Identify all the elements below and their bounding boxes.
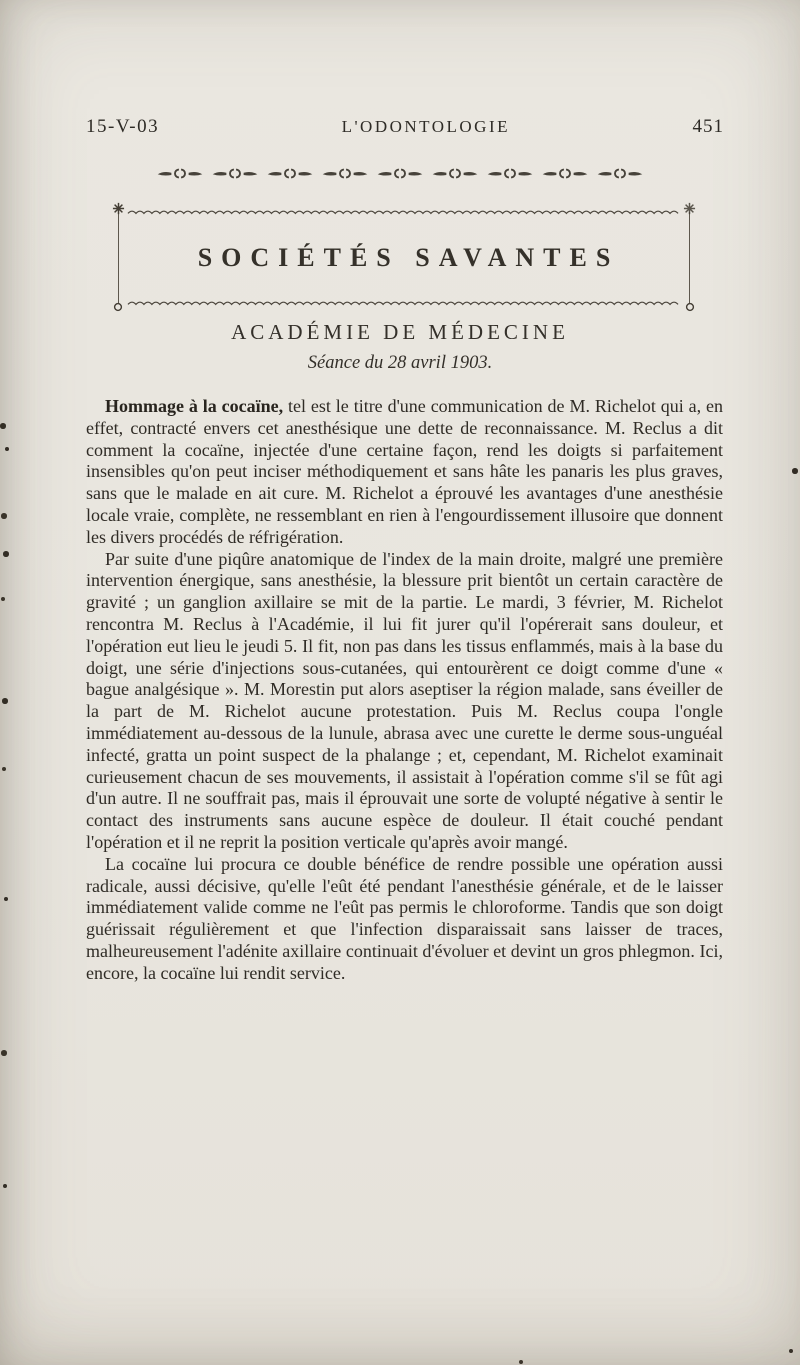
floret-icon bbox=[112, 202, 125, 215]
fleuron-icon bbox=[542, 166, 588, 181]
article-subheading: Séance du 28 avril 1903. bbox=[307, 353, 493, 373]
page-number: 451 bbox=[692, 116, 724, 137]
fleuron-icon bbox=[157, 166, 203, 181]
paragraph bbox=[86, 549, 723, 854]
paragraph-text: Par suite d'une piqûre anatomique de l'index de la main droite, malgré une première intervention énergique, sans anesthésie, la blessure prit bientôt un certain caractère de gravité ; un ganglion axillaire se mit de la partie. Le mardi, 3 février, M. Richelot rencontra M. Reclus à l'Académie, il lui fit jurer qu'il l'opérerait sans douleur, et l'opération eut lieu le jeudi 5. Il fit, non pas dans les tissus enflammés, mais à la base du doigt, une série d'injections sous-cutanées, qui entourèrent ce doigt comme d'une « bague analgésique ». M. Morestin put alors aseptiser la région malade, sans éveiller de la part de M. Richelot aucune protestation. Puis M. Reclus coupa l'ongle immédiatement au-dessous de la lunule, abrasa avec une curette le derme sous-unguéal infecté, gratta un point suspect de la phalange ; et, cependant, M. Richelot examinait curieusement chacun de ses mouvements, il assistait à l'opération comme s'il se fût agi d'un autre. Il ne souffrait pas, mais il éprouvait une sorte de volupté négative à sentir le contact des instruments sans aucune espèce de douleur. Il était couché pendant l'opération et il ne reprit la position verticale qu'après avoir mangé. bbox=[86, 548, 723, 852]
article-heading: ACADÉMIE DE MÉDECINE bbox=[231, 320, 569, 344]
fleuron-icon bbox=[322, 166, 368, 181]
fleuron-icon bbox=[487, 166, 533, 181]
ring-icon bbox=[113, 302, 123, 312]
fleuron-icon bbox=[597, 166, 643, 181]
section-title-box bbox=[118, 212, 690, 304]
issue-date: 15-V-03 bbox=[86, 116, 160, 137]
paragraph-lead: Hommage à la cocaïne, bbox=[105, 396, 284, 416]
paragraph-text: tel est le titre d'une communication de M. Richelot qui a, en effet, contracté envers cet anesthésique une dette de reconnaissance. M. Reclus a dit comment la cocaïne, injectée d'une certaine façon, rend les doigts si parfaitement insensibles qu'on peut inciser méthodiquement et sans hâte les panaris les plus graves, sans que le malade en ait cure. M. Richelot a éprouvé les avantages d'une anesthésie locale vraie, complète, ne ressemblant en rien à l'engourdissement illusoire que donnent les divers procédés de réfrigération. bbox=[86, 396, 723, 547]
fleuron-icon bbox=[212, 166, 258, 181]
section-title: SOCIÉTÉS SAVANTES bbox=[197, 243, 620, 272]
fleuron-icon bbox=[432, 166, 478, 181]
scan-speckles bbox=[0, 0, 2, 2]
wavy-rule-bottom bbox=[127, 299, 681, 308]
floret-icon bbox=[683, 202, 696, 215]
running-head bbox=[86, 116, 724, 138]
fleuron-icon bbox=[377, 166, 423, 181]
article-body bbox=[86, 396, 723, 985]
ornament-row bbox=[0, 166, 800, 181]
wavy-rule-top bbox=[127, 208, 681, 217]
paragraph bbox=[86, 854, 723, 985]
journal-title: L'ODONTOLOGIE bbox=[341, 117, 511, 136]
ring-icon bbox=[685, 302, 695, 312]
paragraph-text: La cocaïne lui procura ce double bénéfice de rendre possible une opération aussi radicale, aussi décisive, qu'elle l'eût été pendant l'anesthésie générale, et de le laisser immédiatement valide comme ne l'eût pas permis le chloroforme. Tandis que son doigt guérissait régulièrement et que l'infection disparaissait sans laisser de traces, malheureusement l'adénite axillaire continuait d'évoluer et devint un gros phlegmon. Ici, encore, la cocaïne lui rendit service. bbox=[86, 853, 723, 983]
paragraph bbox=[86, 396, 723, 549]
fleuron-icon bbox=[267, 166, 313, 181]
